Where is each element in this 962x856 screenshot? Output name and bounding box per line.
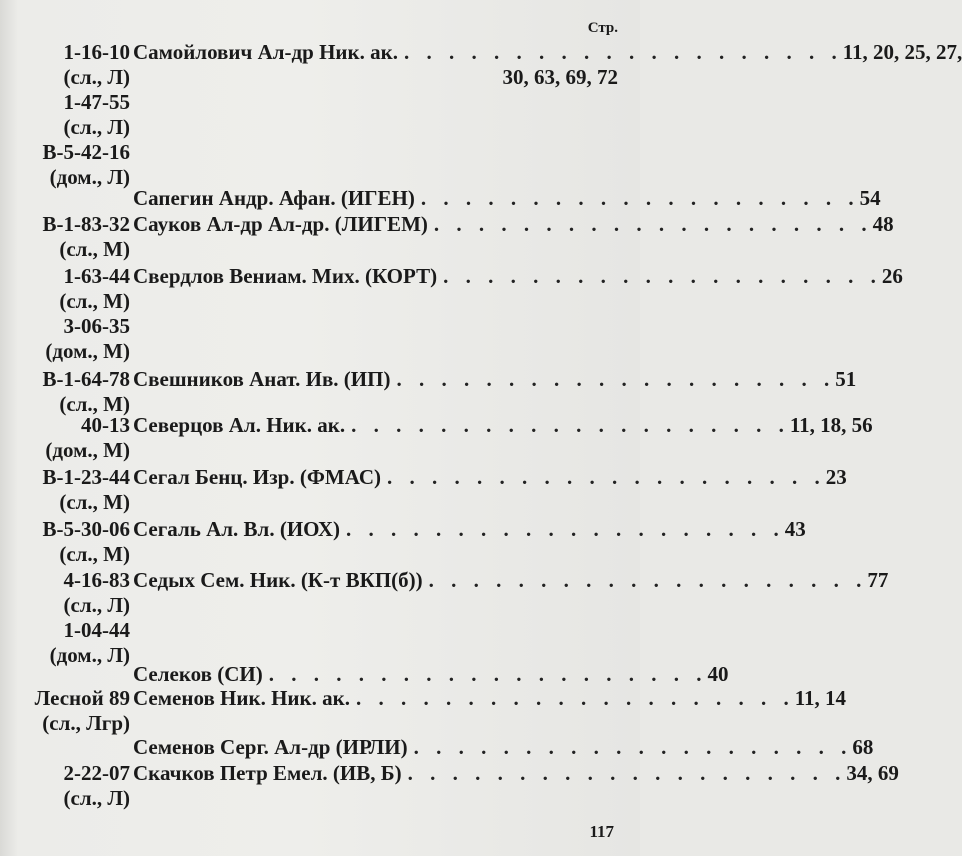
page-refs: 23 [825,465,847,489]
leader-dots: . . . . . . . . . . . . . . . . . . . . [355,686,795,710]
leader-dots: . . . . . . . . . . . . . . . . . . . . [351,413,790,437]
entry-line [133,212,894,237]
phone-code: В-5-42-16 [42,140,130,164]
phone-code: (сл., Л) [63,115,130,139]
person-name: Сауков Ал-др Ал-др. (ЛИГЕМ) [133,212,428,236]
entry-line [133,367,857,392]
leader-dots: . . . . . . . . . . . . . . . . . . . . [428,568,868,592]
person-name: Сегаль Ал. Вл. (ИОХ) [133,517,341,541]
page-refs: 77 [867,568,889,592]
person-name: Сегал Бенц. Изр. (ФМАС) [133,465,381,489]
entry-line [133,568,889,593]
phone-code: В-1-64-78 [42,367,130,391]
person-name: Самойлович Ал-др Ник. ак. [133,40,398,64]
page-refs: 34, 69 [846,761,899,785]
phone-code: 1-16-10 [63,40,130,64]
entry-phone-codes [14,367,130,417]
entry-line [133,186,881,211]
phone-code: 4-16-83 [63,568,130,592]
page-refs: 40 [707,662,729,686]
entry-line [133,465,847,490]
entry-line [133,662,729,687]
page-column-header: Стр. [587,20,618,36]
entry-phone-codes [14,568,130,668]
person-name: Свердлов Вениам. Мих. (КОРТ) [133,264,438,288]
entry-phone-codes [14,465,130,515]
page-refs: 11, 14 [794,686,847,710]
leader-dots: . . . . . . . . . . . . . . . . . . . . [433,212,873,236]
page-number: 117 [589,822,614,841]
entry-line [133,413,873,438]
entry-line [133,761,899,786]
entry-line [133,517,806,542]
leader-dots: . . . . . . . . . . . . . . . . . . . . [386,465,826,489]
phone-code: (дом., Л) [49,165,130,189]
phone-code: (дом., М) [45,438,130,462]
page-refs: 26 [881,264,903,288]
phone-code: (дом., Л) [49,643,130,667]
page-refs: 51 [835,367,857,391]
page-refs: 54 [859,186,881,210]
leader-dots: . . . . . . . . . . . . . . . . . . . . [396,367,836,391]
person-name: Семенов Серг. Ал-др (ИРЛИ) [133,735,408,759]
leader-dots: . . . . . . . . . . . . . . . . . . . . [268,662,708,686]
phone-code: 1-63-44 [63,264,130,288]
entry-phone-codes [14,212,130,262]
person-name: Селеков (СИ) [133,662,263,686]
person-name: Сапегин Андр. Афан. (ИГЕН) [133,186,415,210]
person-name: Скачков Петр Емел. (ИВ, Б) [133,761,402,785]
phone-code: (сл., Л) [63,65,130,89]
leader-dots: . . . . . . . . . . . . . . . . . . . . [413,735,853,759]
phone-code: (сл., М) [59,542,130,566]
entry-phone-codes [14,264,130,364]
phone-code: (сл., М) [59,289,130,313]
leader-dots: . . . . . . . . . . . . . . . . . . . . [407,761,847,785]
phone-code: (сл., М) [59,237,130,261]
entry-phone-codes [14,517,130,567]
phone-code: 1-47-55 [63,90,130,114]
phone-code: Лесной 89 [34,686,130,710]
person-name: Свешников Анат. Ив. (ИП) [133,367,391,391]
leader-dots: . . . . . . . . . . . . . . . . . . . . [403,40,843,64]
phone-code: (сл., М) [59,490,130,514]
phone-code: 3-06-35 [63,314,130,338]
phone-code: 2-22-07 [63,761,130,785]
phone-code: (дом., М) [45,339,130,363]
phone-code: (сл., Лгр) [42,711,130,735]
page-refs: 11, 18, 56 [789,413,873,437]
page-refs: 11, 20, 25, 27, [842,40,962,64]
entry-phone-codes [14,40,130,190]
phone-code: (сл., М) [59,392,130,416]
page-refs-continued: 30, 63, 69, 72 [502,65,618,89]
entry-phone-codes [14,413,130,463]
leader-dots: . . . . . . . . . . . . . . . . . . . . [420,186,860,210]
entry-line [133,686,847,711]
person-name: Северцов Ал. Ник. ак. [133,413,346,437]
entry-line [133,735,874,760]
entry-line [133,264,903,289]
leader-dots: . . . . . . . . . . . . . . . . . . . . [443,264,882,288]
person-name: Седых Сем. Ник. (К-т ВКП(б)) [133,568,423,592]
page-refs: 48 [872,212,894,236]
leader-dots: . . . . . . . . . . . . . . . . . . . . [346,517,785,541]
person-name: Семенов Ник. Ник. ак. [133,686,350,710]
entry-phone-codes [14,761,130,811]
phone-code: В-1-23-44 [42,465,130,489]
phone-code: 1-04-44 [63,618,130,642]
page-refs: 43 [784,517,806,541]
phone-code: (сл., Л) [63,786,130,810]
phone-code: В-1-83-32 [42,212,130,236]
page-refs: 68 [852,735,874,759]
phone-code: (сл., Л) [63,593,130,617]
entry-phone-codes [14,686,130,736]
entry-line [133,40,962,65]
phone-code: 40-13 [81,413,130,437]
phone-code: В-5-30-06 [42,517,130,541]
